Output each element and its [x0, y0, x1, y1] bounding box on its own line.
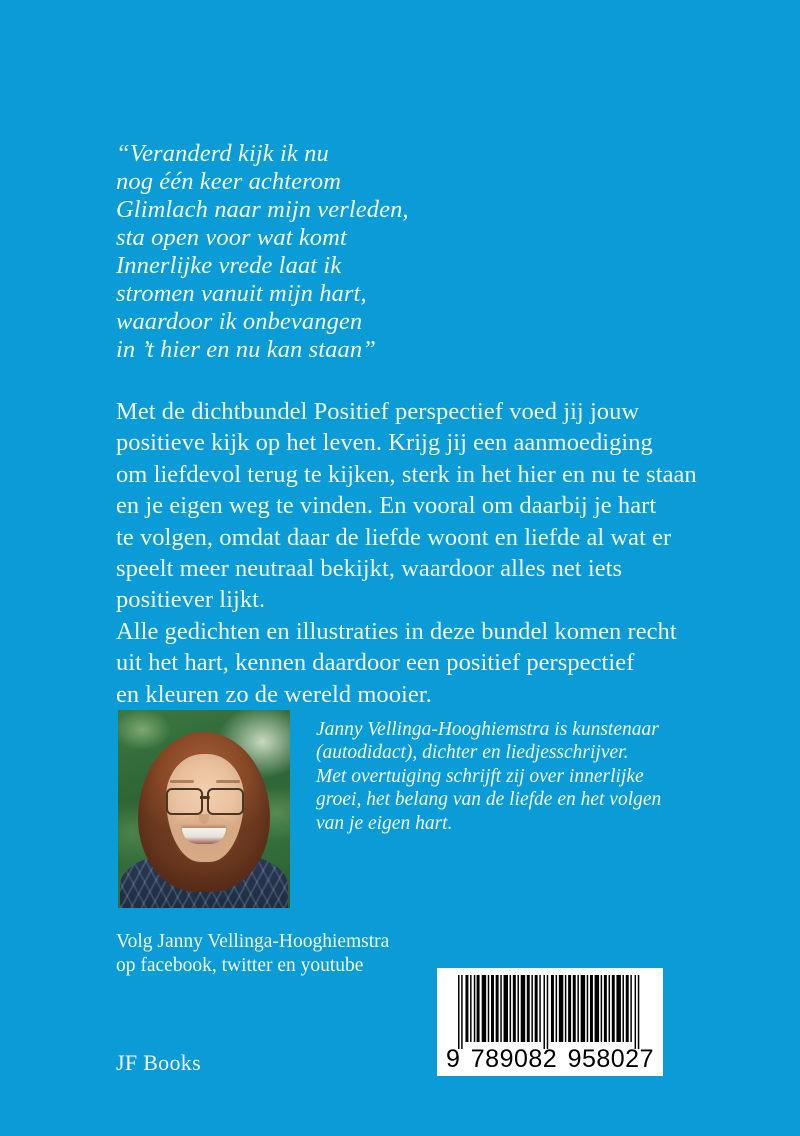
- poem-line: “Veranderd kijk ik nu: [116, 140, 329, 167]
- blurb-line: Met de dichtbundel Positief perspectief voed jij jouw: [116, 398, 640, 425]
- author-photo: [118, 710, 290, 908]
- blurb-block: [116, 396, 746, 710]
- photo-glasses: [165, 788, 245, 814]
- poem-line: in ’t hier en nu kan staan”: [116, 336, 376, 363]
- author-bio-line: Janny Vellinga-Hooghiemstra is kunstenaar: [316, 719, 659, 740]
- author-bio-line: Met overtuiging schrijft zij over innerlijke: [316, 765, 644, 787]
- follow-line: op facebook, twitter en youtube: [116, 954, 364, 976]
- blurb-line: speelt meer neutraal bekijkt, waardoor alles net iets: [116, 555, 623, 583]
- barcode-bars: [445, 975, 655, 1049]
- blurb-line: en je eigen weg te vinden. En vooral om daarbij je hart: [116, 492, 657, 520]
- poem-line: Glimlach naar mijn verleden,: [116, 196, 409, 223]
- author-bio: [316, 718, 716, 835]
- author-bio-line: groei, het belang van de liefde en het volgen: [316, 789, 662, 811]
- follow-line: Volg Janny Vellinga-Hooghiemstra: [116, 931, 390, 952]
- isbn-barcode: [437, 968, 663, 1076]
- photo-nose: [199, 814, 209, 824]
- poem-line: stromen vanuit mijn hart,: [116, 280, 367, 307]
- photo-lens-left: [166, 788, 203, 815]
- blurb-line: positieve kijk op het leven. Krijg jij een aanmoediging: [116, 429, 653, 457]
- author-bio-line: (autodidact), dichter en liedjesschrijver.: [316, 742, 629, 764]
- barcode-number: [437, 1045, 663, 1073]
- barcode-group-left: 789082: [470, 1045, 558, 1073]
- blurb-line: te volgen, omdat daar de liefde woont en liefde al wat er: [116, 523, 672, 551]
- blurb-line: en kleuren zo de wereld mooier.: [116, 680, 432, 708]
- poem-line: waardoor ik onbevangen: [116, 308, 363, 335]
- photo-eyebrow-right: [216, 780, 240, 783]
- blurb-line: positiever lijkt.: [116, 586, 266, 614]
- publisher-name: JF Books: [116, 1050, 201, 1075]
- barcode-lead-digit: 9: [446, 1045, 461, 1073]
- barcode-group-right: 958027: [567, 1045, 654, 1073]
- follow-block: [116, 930, 456, 977]
- photo-lens-right: [207, 788, 244, 815]
- poem-line: sta open voor wat komt: [116, 224, 347, 251]
- poem-block: [116, 140, 676, 364]
- blurb-line: uit het hart, kennen daardoor een positief perspectief: [116, 649, 635, 677]
- blurb-line: Alle gedichten en illustraties in deze bundel komen recht: [116, 617, 677, 645]
- poem-line: Innerlijke vrede laat ik: [116, 252, 342, 279]
- author-bio-line: van je eigen hart.: [316, 812, 453, 834]
- blurb-line: om liefdevol terug te kijken, sterk in het hier en nu te staan: [116, 460, 697, 488]
- poem-line: nog één keer achterom: [116, 168, 342, 195]
- photo-eyebrow-left: [170, 780, 194, 783]
